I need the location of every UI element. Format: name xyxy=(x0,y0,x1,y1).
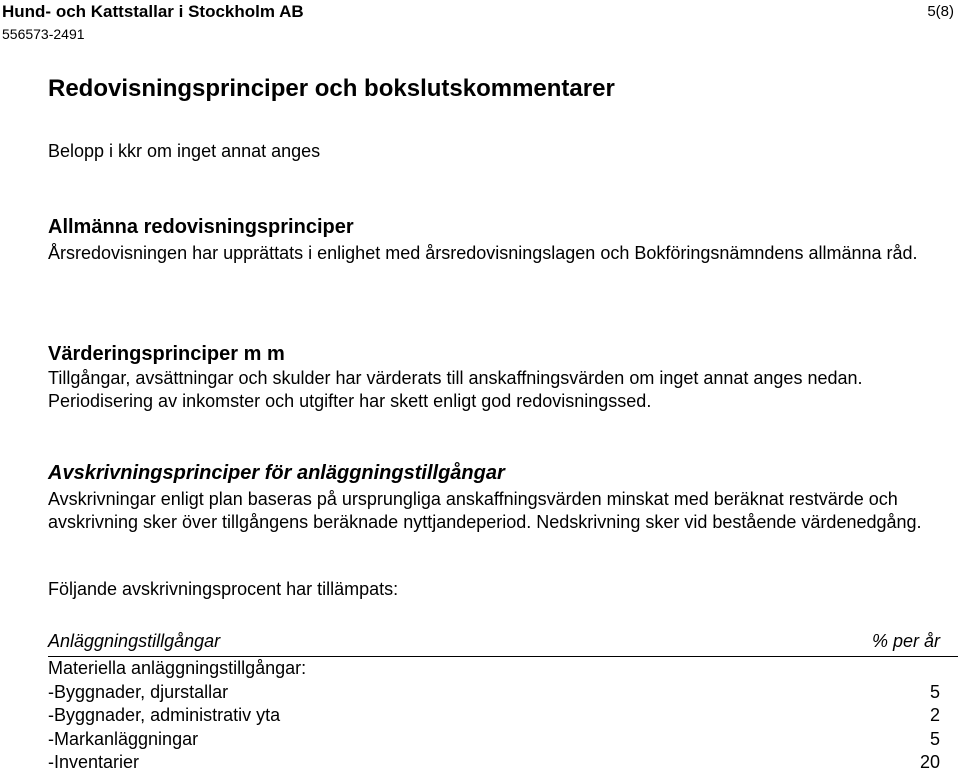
asset-rate: 20 xyxy=(919,752,940,772)
amount-note: Belopp i kkr om inget annat anges xyxy=(48,141,321,161)
asset-rate: 2 xyxy=(929,705,940,725)
table-row xyxy=(48,681,958,705)
asset-name: -Inventarier xyxy=(48,752,140,772)
page-number: 5(8) xyxy=(927,3,954,20)
asset-name: -Byggnader, djurstallar xyxy=(48,681,229,702)
asset-name: Materiella anläggningstillgångar: xyxy=(48,658,307,678)
table-row xyxy=(48,728,958,752)
section-body-depreciation: Avskrivningar enligt plan baseras på ursprungliga anskaffningsvärden minskat med beräknat restvärde och avskrivning sker över tillgångens beräknade nyttjandeperiod. Nedskrivning sker vid bestående värdenedgång. xyxy=(48,489,922,532)
table-row xyxy=(48,704,958,728)
company-name: Hund- och Kattstallar i Stockholm AB xyxy=(2,2,304,21)
section-heading-valuation: Värderingsprinciper m m xyxy=(48,343,285,365)
depreciation-intro: Följande avskrivningsprocent har tillämpats: xyxy=(48,579,399,599)
table-header xyxy=(48,628,958,657)
asset-name: -Markanläggningar xyxy=(48,728,199,749)
table-row xyxy=(48,657,958,681)
column-header-asset: Anläggningstillgångar xyxy=(48,631,221,651)
org-number: 556573-2491 xyxy=(2,26,85,42)
section-body-general: Årsredovisningen har upprättats i enlighet med årsredovisningslagen och Bokföringsnämndens allmänna råd. xyxy=(48,243,918,263)
section-body-valuation: Tillgångar, avsättningar och skulder har värderats till anskaffningsvärden om inget annat anges nedan. Periodisering av inkomster och utgifter har skett enligt god redovisningssed. xyxy=(48,368,863,411)
asset-rate: 5 xyxy=(929,681,940,702)
asset-name: -Byggnader, administrativ yta xyxy=(48,705,281,725)
page-title: Redovisningsprinciper och bokslutskommentarer xyxy=(48,75,615,102)
section-heading-depreciation: Avskrivningsprinciper för anläggningstillgångar xyxy=(48,462,505,484)
section-heading-general: Allmänna redovisningsprinciper xyxy=(48,216,354,238)
column-header-rate: % per år xyxy=(871,631,940,651)
depreciation-table xyxy=(48,628,958,775)
asset-rate: 5 xyxy=(929,728,940,749)
